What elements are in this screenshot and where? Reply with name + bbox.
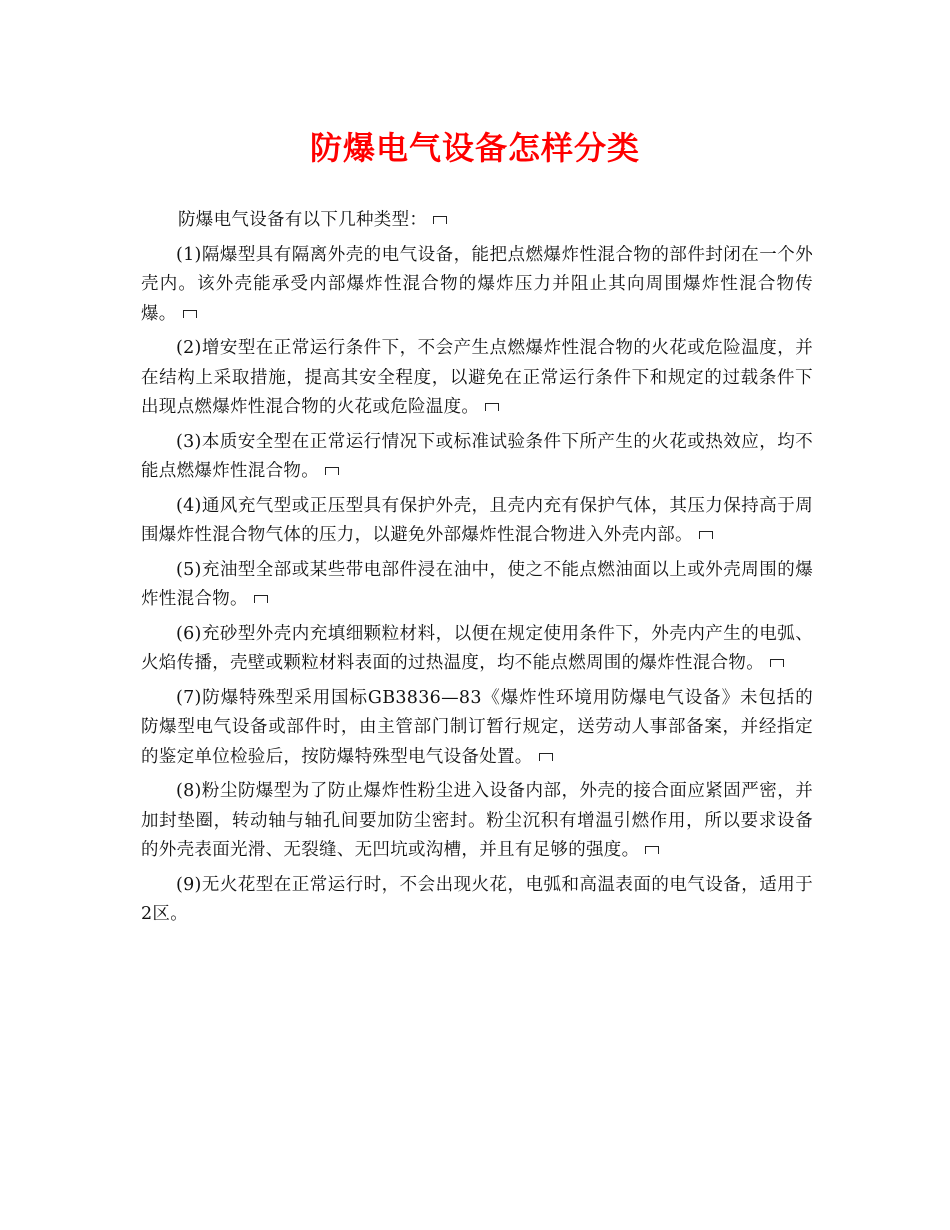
document-title: 防爆电气设备怎样分类 xyxy=(309,129,640,167)
paragraph-text: (6)充砂型外壳内充填细颗粒材料，以便在规定使用条件下，外壳内产生的电弧、火焰传播，壳壁或颗粒材料表面的过热温度，均不能点燃周围的爆炸性混合物。 xyxy=(141,623,813,673)
paragraph-end-mark-icon xyxy=(699,531,713,539)
paragraph-text: (2)增安型在正常运行条件下，不会产生点燃爆炸性混合物的火花或危险温度，并在结构上采取措施，提高其安全程度，以避免在正常运行条件下和规定的过载条件下出现点燃爆炸性混合物的火花或危险温度。 xyxy=(141,338,813,417)
paragraph-7 xyxy=(141,684,813,773)
paragraph-3 xyxy=(141,428,813,487)
paragraph-text: (5)充油型全部或某些带电部件浸在油中，使之不能点燃油面以上或外壳周围的爆炸性混合物。 xyxy=(141,559,813,609)
paragraph-text: (8)粉尘防爆型为了防止爆炸性粉尘进入设备内部，外壳的接合面应紧固严密，并加封垫圈，转动轴与轴孔间要加防尘密封。粉尘沉积有增温引燃作用，所以要求设备的外壳表面光滑、无裂缝、无凹坑或沟槽，并且有足够的强度。 xyxy=(141,781,813,860)
paragraph-end-mark-icon xyxy=(433,216,447,224)
paragraph-4 xyxy=(141,492,813,551)
paragraph-end-mark-icon xyxy=(770,659,784,667)
paragraph-1 xyxy=(141,241,813,330)
paragraph-6 xyxy=(141,620,813,679)
paragraph-text: (7)防爆特殊型采用国标GB3836—83《爆炸性环境用防爆电气设备》未包括的防爆型电气设备或部件时，由主管部门制订暂行规定，送劳动人事部备案，并经指定的鉴定单位检验后，按防爆特殊型电气设备处置。 xyxy=(141,687,813,767)
paragraph-end-mark-icon xyxy=(645,846,659,854)
paragraph-text: (1)隔爆型具有隔离外壳的电气设备，能把点燃爆炸性混合物的部件封闭在一个外壳内。该外壳能承受内部爆炸性混合物的爆炸压力并阻止其向周围爆炸性混合物传爆。 xyxy=(141,244,813,324)
paragraph-end-mark-icon xyxy=(485,403,499,411)
paragraph-5 xyxy=(141,556,813,615)
paragraph-end-mark-icon xyxy=(325,467,339,475)
paragraph-8 xyxy=(141,777,813,866)
paragraph-end-mark-icon xyxy=(254,595,268,603)
paragraph-end-mark-icon xyxy=(539,753,553,761)
intro-text: 防爆电气设备有以下几种类型： xyxy=(178,210,428,230)
paragraph-end-mark-icon xyxy=(183,310,197,318)
paragraph-9 xyxy=(141,871,813,930)
paragraph-2 xyxy=(141,334,813,423)
paragraph-text: (3)本质安全型在正常运行情况下或标准试验条件下所产生的火花或热效应，均不能点燃爆炸性混合物。 xyxy=(141,431,813,481)
document-body xyxy=(141,206,813,930)
intro-paragraph xyxy=(141,206,813,236)
paragraph-text: (9)无火花型在正常运行时，不会出现火花，电弧和高温表面的电气设备，适用于2区。 xyxy=(141,874,813,924)
paragraph-text: (4)通风充气型或正压型具有保护外壳，且壳内充有保护气体，其压力保持高于周围爆炸性混合物气体的压力，以避免外部爆炸性混合物进入外壳内部。 xyxy=(141,495,813,545)
